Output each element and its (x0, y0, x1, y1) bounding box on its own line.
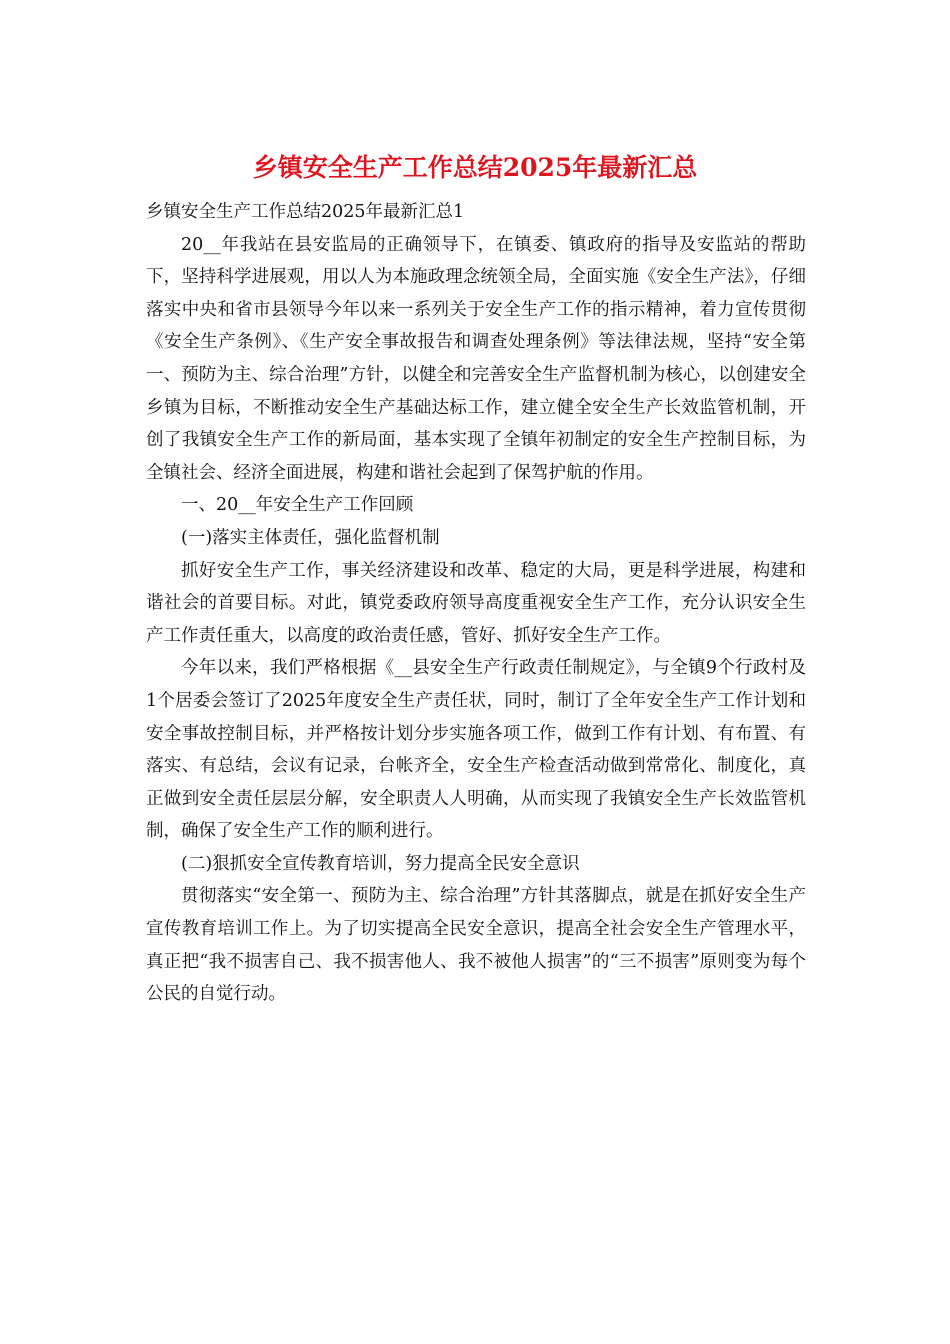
subsection-heading-education: (二)狠抓安全宣传教育培训，努力提高全民安全意识 (181, 853, 580, 874)
paragraph-this-year: 今年以来，我们严格根据《__县安全生产行政责任制规定》，与全镇9个行政村及1个居委会签订了2025年度安全生产责任状，同时，制订了全年安全生产工作计划和安全事故控制目标，并严格按计划分步实施各项工作，做到工作有计划、有布置、有落实、有总结，会议有记录，台帐齐全，安全生产检查活动做到常常化、制度化，真正做到安全责任层层分解，安全职责人人明确，从而实现了我镇安全生产长效监管机制，确保了安全生产工作的顺利进行。 (146, 658, 806, 842)
document-body (146, 196, 806, 1011)
document-title: 乡镇安全生产工作总结2025年最新汇总 (252, 153, 698, 182)
paragraph-intro: 20__年我站在县安监局的正确领导下，在镇委、镇政府的指导及安监站的帮助下，坚持科学进展观，用以人为本施政理念统领全局，全面实施《安全生产法》，仔细落实中央和省市县领导今年以来一系列关于安全生产工作的指示精神，着力宣传贯彻《安全生产条例》、《生产安全事故报告和调查处理条例》等法律法规，坚持“安全第一、预防为主、综合治理”方针，以健全和完善安全生产监督机制为核心，以创建安全乡镇为目标，不断推动安全生产基础达标工作，建立健全安全生产长效监管机制，开创了我镇安全生产工作的新局面，基本实现了全镇年初制定的安全生产控制目标，为全镇社会、经济全面进展，构建和谐社会起到了保驾护航的作用。 (146, 234, 806, 483)
subsection-heading-responsibility: (一)落实主体责任，强化监督机制 (181, 527, 440, 548)
paragraph-responsibility: 抓好安全生产工作，事关经济建设和改革、稳定的大局，更是科学进展，构建和谐社会的首要目标。对此，镇党委政府领导高度重视安全生产工作，充分认识安全生产工作责任重大，以高度的政治责任感，管好、抓好安全生产工作。 (146, 560, 806, 646)
document-subtitle: 乡镇安全生产工作总结2025年最新汇总1 (146, 202, 465, 222)
paragraph-education: 贯彻落实“安全第一、预防为主、综合治理”方针其落脚点，就是在抓好安全生产宣传教育培训工作上。为了切实提高全民安全意识，提高全社会安全生产管理水平，真正把“我不损害自己、我不损害他人、我不被他人损害”的“三不损害”原则变为每个公民的自觉行动。 (146, 886, 806, 1005)
section-heading-review: 一、20__年安全生产工作回顾 (181, 495, 414, 516)
